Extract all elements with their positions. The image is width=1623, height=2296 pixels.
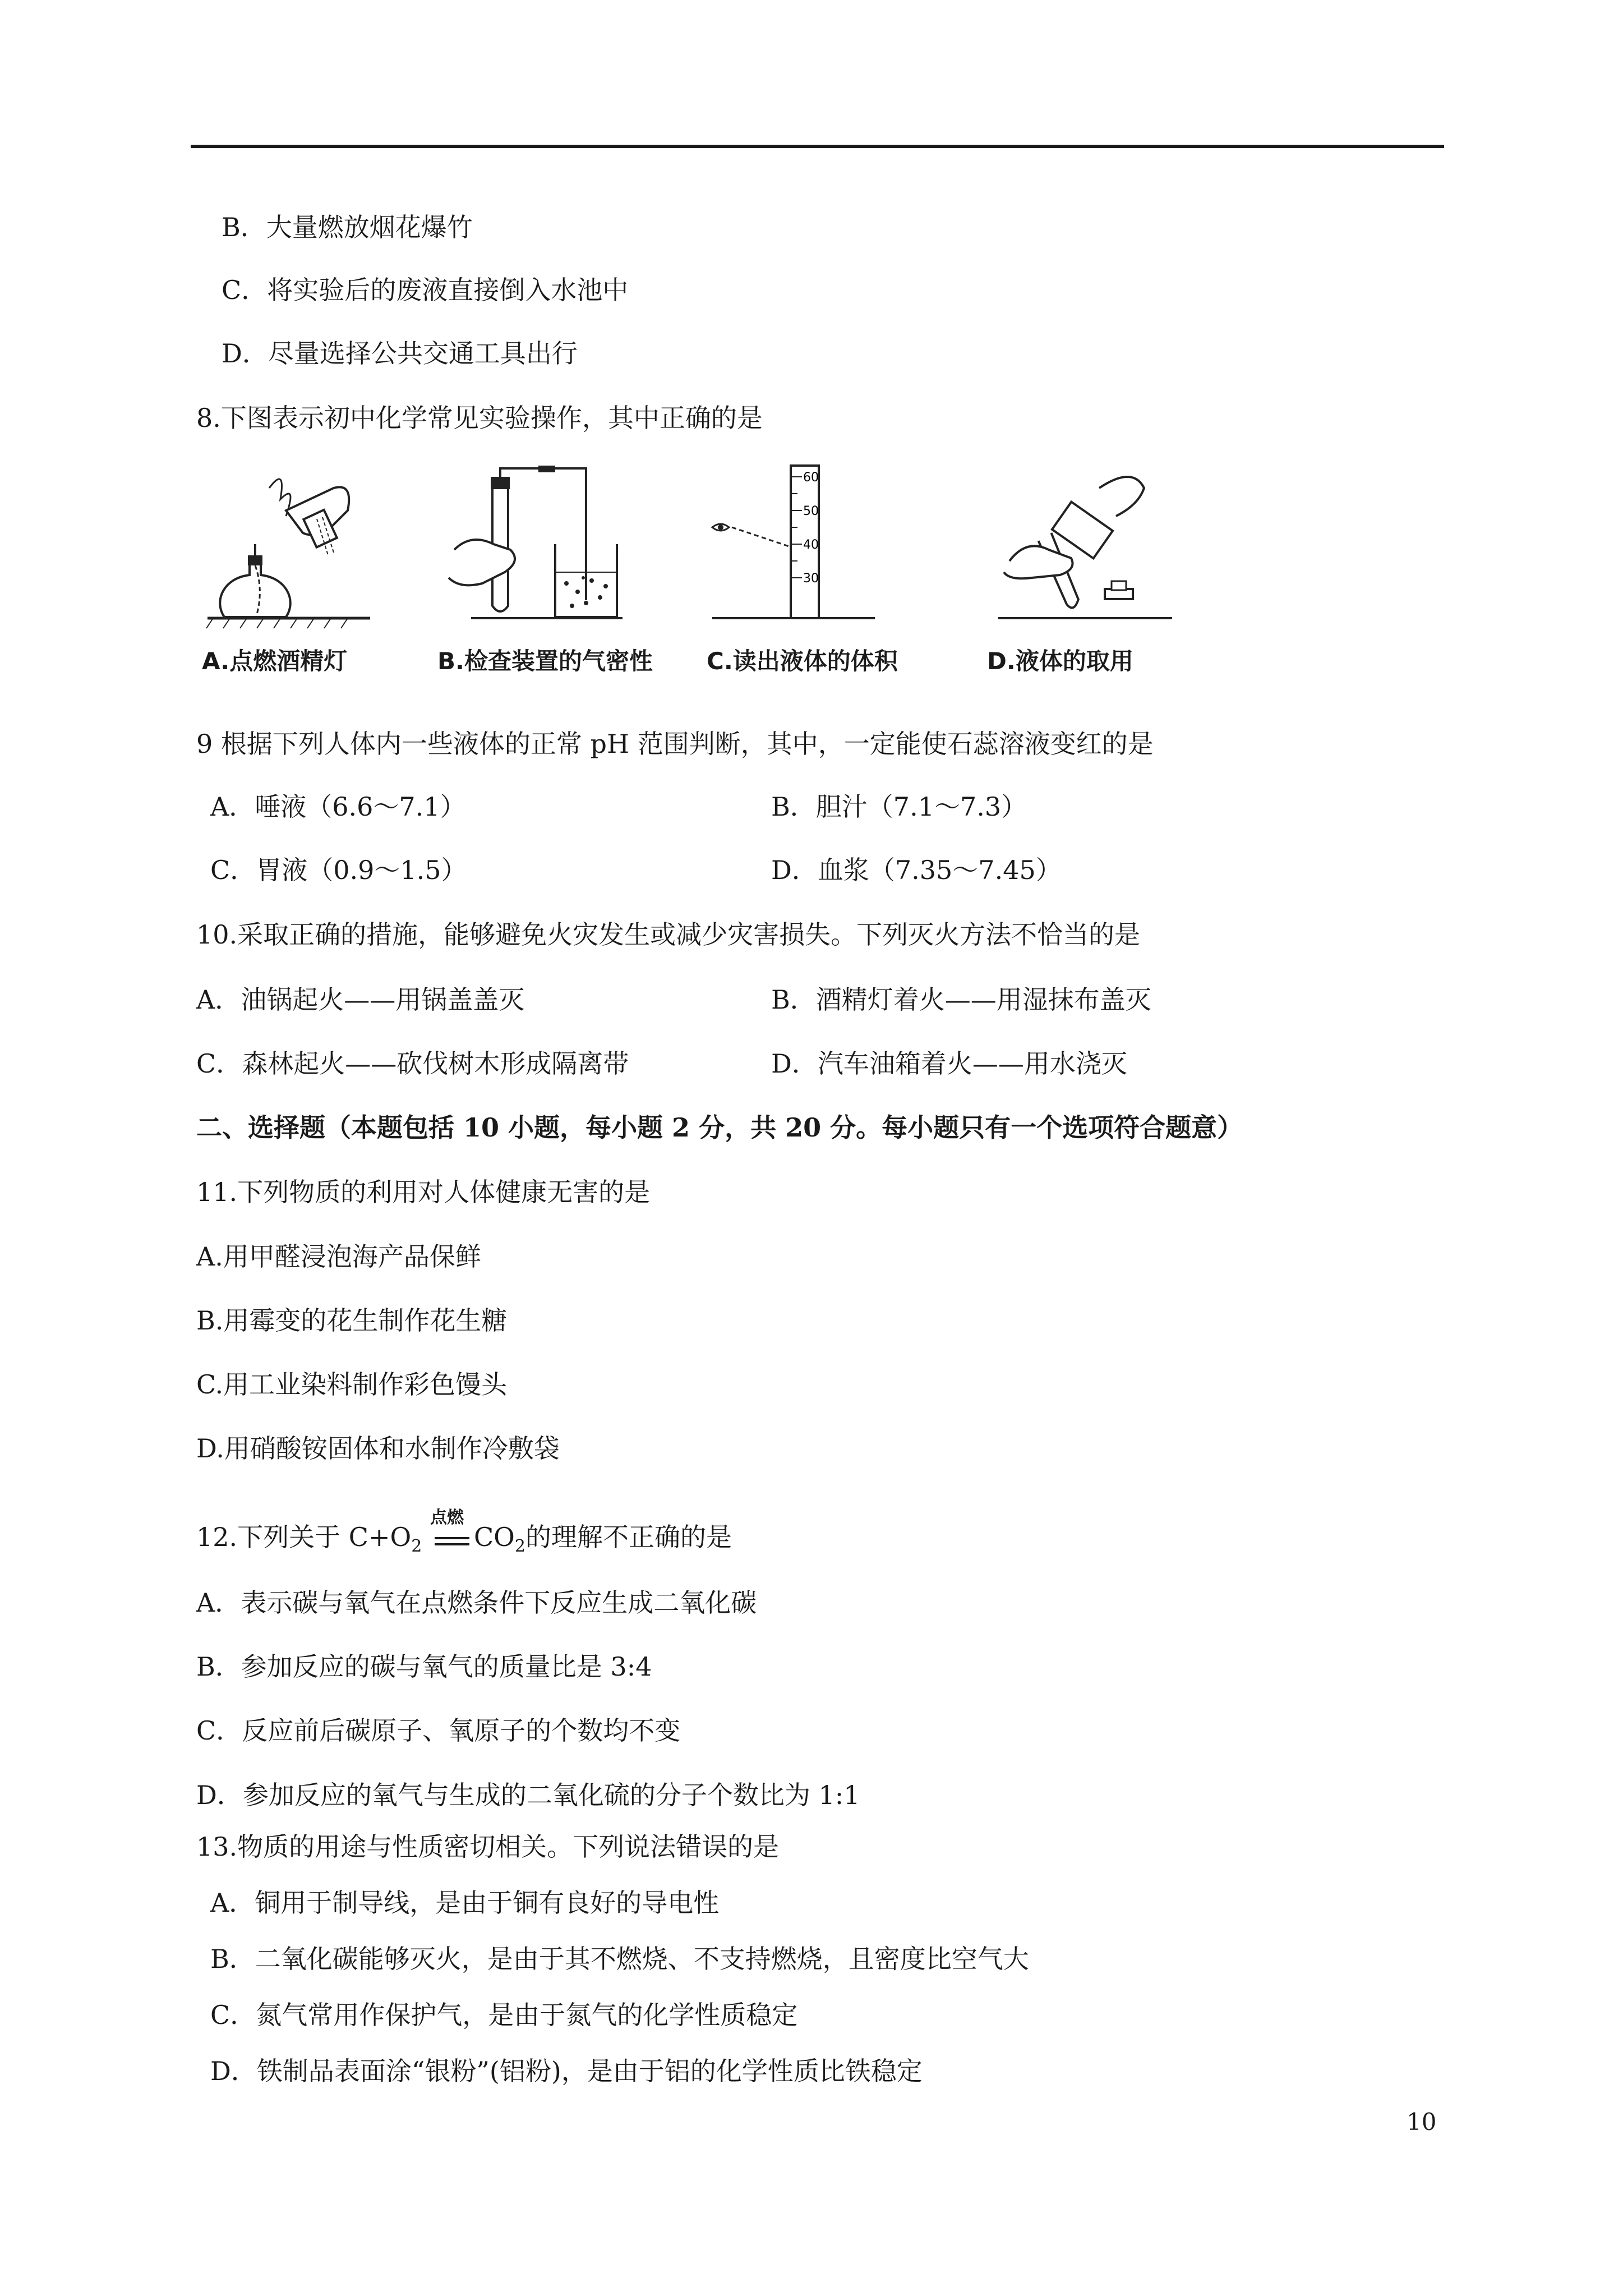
q11-option-a: A.用甲醛浸泡海产品保鲜 <box>196 1241 481 1272</box>
q12-option-a: A．表示碳与氧气在点燃条件下反应生成二氧化碳 <box>196 1588 757 1618</box>
tick-50: 50 <box>803 504 819 518</box>
alcohol-lamp-illustration <box>202 466 381 634</box>
caption-a: A.点燃酒精灯 <box>202 647 348 675</box>
q8-stem: 8.下图表示初中化学常见实验操作，其中正确的是 <box>196 403 763 433</box>
header-rule <box>191 145 1444 148</box>
caption-b: B.检查装置的气密性 <box>437 647 653 675</box>
tick-60: 60 <box>803 471 819 485</box>
airtightness-illustration <box>437 466 628 634</box>
caption-c: C.读出液体的体积 <box>707 647 898 675</box>
q11-option-b: B.用霉变的花生制作花生糖 <box>196 1305 508 1336</box>
q12-option-b: B．参加反应的碳与氧气的质量比是 3:4 <box>196 1651 652 1682</box>
page-number: 10 <box>1407 2108 1437 2136</box>
q7-option-d: D．尽量选择公共交通工具出行 <box>222 338 578 369</box>
q9-option-d: D．血浆（7.35～7.45） <box>771 855 1062 885</box>
q13-option-d: D．铁制品表面涂“银粉”(铝粉)，是由于铝的化学性质比铁稳定 <box>210 2056 923 2086</box>
q9-option-c: C．胃液（0.9～1.5） <box>210 855 467 885</box>
caption-d: D.液体的取用 <box>987 647 1133 675</box>
q10-stem: 10.采取正确的措施，能够避免火灾发生或减少灾害损失。下列灭火方法不恰当的是 <box>196 919 1141 950</box>
tick-30: 30 <box>803 572 819 586</box>
q13-option-a: A．铜用于制导线，是由于铜有良好的导电性 <box>210 1888 720 1918</box>
reaction-condition: 点燃 <box>430 1520 474 1554</box>
q13-stem: 13.物质的用途与性质密切相关。下列说法错误的是 <box>196 1832 780 1862</box>
section-2-heading: 二、选择题（本题包括 10 小题，每小题 2 分，共 20 分。每小题只有一个选项符合题意） <box>196 1112 1243 1143</box>
q13-option-b: B．二氧化碳能够灭火，是由于其不燃烧、不支持燃烧，且密度比空气大 <box>210 1944 1029 1974</box>
q12-stem: 12.下列关于 $C+O_2$ 点燃 $CO_2$的理解不正确的是 <box>196 1508 732 1557</box>
q11-option-c: C.用工业染料制作彩色馒头 <box>196 1369 508 1400</box>
q10-option-a: A．油锅起火——用锅盖盖灭 <box>196 984 525 1015</box>
q10-option-b: B．酒精灯着火——用湿抹布盖灭 <box>771 984 1151 1015</box>
q11-option-d: D.用硝酸铵固体和水制作冷敷袋 <box>196 1433 560 1464</box>
q7-option-b: B．大量燃放烟花爆竹 <box>222 212 473 242</box>
cylinder-illustration <box>707 454 886 634</box>
q9-stem: 9 根据下列人体内一些液体的正常 pH 范围判断，其中，一定能使石蕊溶液变红的是 <box>196 729 1154 759</box>
q7-option-c: C．将实验后的废液直接倒入水池中 <box>222 275 629 305</box>
tick-40: 40 <box>803 538 819 552</box>
q8-figure <box>202 466 1189 679</box>
q12-option-c: C．反应前后碳原子、氧原子的个数均不变 <box>196 1715 681 1746</box>
liquid-pouring-illustration <box>987 466 1178 634</box>
q12-option-d: D．参加反应的氧气与生成的二氧化硫的分子个数比为 1:1 <box>196 1780 860 1810</box>
q9-option-a: A．唾液（6.6～7.1） <box>210 792 466 822</box>
q9-option-b: B．胆汁（7.1～7.3） <box>771 792 1027 822</box>
q11-stem: 11.下列物质的利用对人体健康无害的是 <box>196 1177 651 1207</box>
q10-option-c: C．森林起火——砍伐树木形成隔离带 <box>196 1048 629 1079</box>
q13-option-c: C．氮气常用作保护气，是由于氮气的化学性质稳定 <box>210 2000 798 2030</box>
q10-option-d: D．汽车油箱着火——用水浇灭 <box>771 1048 1127 1079</box>
